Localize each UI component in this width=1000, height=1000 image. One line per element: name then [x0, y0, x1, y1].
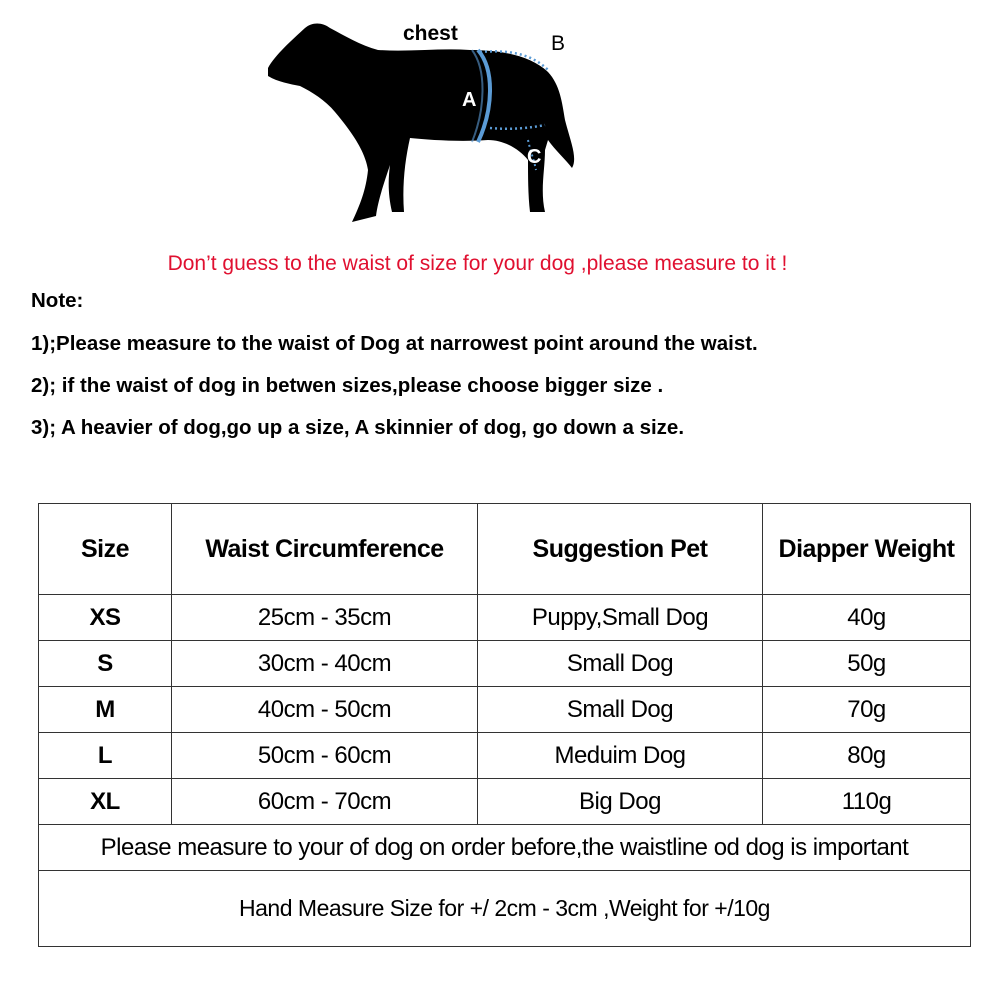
- waist-cell: 30cm - 40cm: [172, 641, 478, 687]
- header-size: Size: [39, 504, 172, 595]
- waist-cell: 25cm - 35cm: [172, 595, 478, 641]
- dog-silhouette: [268, 24, 574, 223]
- measure-note-cell: Please measure to your of dog on order before,the waistline od dog is important: [39, 825, 971, 871]
- size-cell: XS: [39, 595, 172, 641]
- weight-cell: 50g: [763, 641, 971, 687]
- size-cell: S: [39, 641, 172, 687]
- size-chart-table: [38, 503, 971, 947]
- waist-cell: 60cm - 70cm: [172, 779, 478, 825]
- hand-measure-cell: Hand Measure Size for +/ 2cm - 3cm ,Weight for +/10g: [39, 871, 971, 947]
- waist-cell: 50cm - 60cm: [172, 733, 478, 779]
- table-row: [39, 733, 971, 779]
- pet-cell: Puppy,Small Dog: [478, 595, 763, 641]
- pet-cell: Meduim Dog: [478, 733, 763, 779]
- table-row: [39, 595, 971, 641]
- pet-cell: Small Dog: [478, 687, 763, 733]
- note-item-1: 1);Please measure to the waist of Dog at narrowest point around the waist.: [31, 332, 758, 355]
- table-header-row: [39, 504, 971, 595]
- note-item-2: 2); if the waist of dog in betwen sizes,please choose bigger size .: [31, 374, 664, 397]
- weight-cell: 40g: [763, 595, 971, 641]
- table-hand-measure-row: [39, 871, 971, 947]
- dog-silhouette-illustration: [255, 15, 595, 230]
- table-row: [39, 779, 971, 825]
- measure-label-a: A: [462, 89, 477, 111]
- pet-cell: Small Dog: [478, 641, 763, 687]
- weight-cell: 70g: [763, 687, 971, 733]
- header-suggestion-pet: Suggestion Pet: [478, 504, 763, 595]
- weight-cell: 80g: [763, 733, 971, 779]
- header-waist-circumference: Waist Circumference: [172, 504, 478, 595]
- weight-cell: 110g: [763, 779, 971, 825]
- table-row: [39, 641, 971, 687]
- waist-cell: 40cm - 50cm: [172, 687, 478, 733]
- table-row: [39, 687, 971, 733]
- pet-cell: Big Dog: [478, 779, 763, 825]
- header-diaper-weight: Diapper Weight: [763, 504, 971, 595]
- measure-warning: Don’t guess to the waist of size for your dog ,please measure to it !: [167, 252, 788, 275]
- size-cell: M: [39, 687, 172, 733]
- size-cell: L: [39, 733, 172, 779]
- measure-label-b: B: [551, 32, 566, 55]
- table-note-row: [39, 825, 971, 871]
- note-item-3: 3); A heavier of dog,go up a size, A skinnier of dog, go down a size.: [31, 416, 685, 439]
- note-heading: Note:: [31, 289, 84, 312]
- measure-label-c: C: [527, 146, 542, 168]
- size-cell: XL: [39, 779, 172, 825]
- chest-label: chest: [403, 22, 458, 45]
